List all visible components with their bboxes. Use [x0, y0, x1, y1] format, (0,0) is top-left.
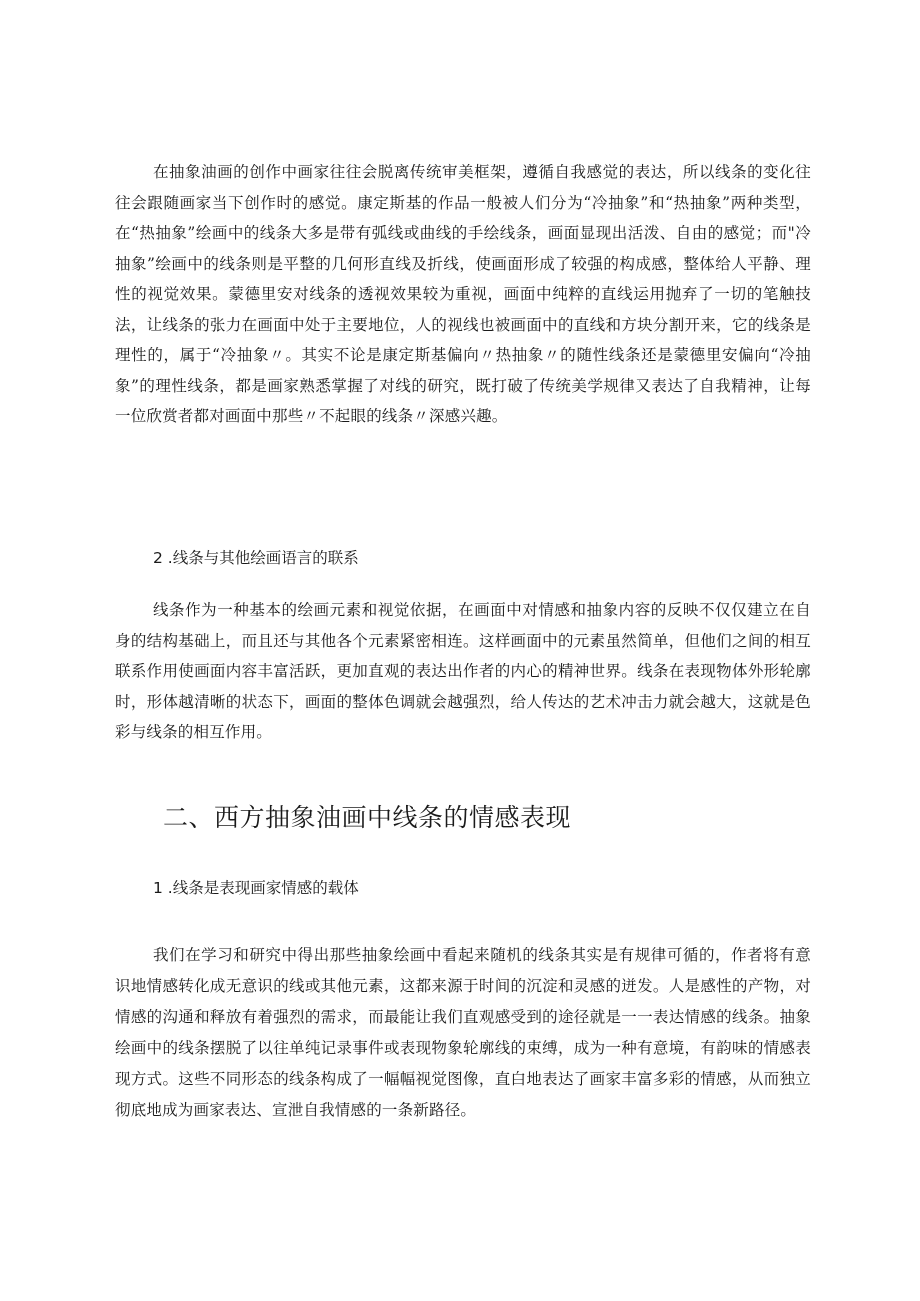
- body-paragraph-emotion-lines: 我们在学习和研究中得出那些抽象绘画中看起来随机的线条其实是有规律可循的，作者将有意识地情感转化成无意识的线或其他元素，这都来源于时间的沉淀和灵感的迸发。人是感性的产物，对情感的沟通和释放有着强烈的需求，而最能让我们直观感受到的途径就是一一表达情感的线条。抽象绘画中的线条摆脱了以往单纯记录事件或表现物象轮廓线的束缚，成为一种有意境，有韵味的情感表现方式。这些不同形态的线条构成了一幅幅视觉图像，直白地表达了画家丰富多彩的情感，从而独立彻底地成为画家表达、宣泄自我情感的一条新路径。: [115, 946, 811, 1119]
- body-paragraph-line-relations: 线条作为一种基本的绘画元素和视觉依据，在画面中对情感和抽象内容的反映不仅仅建立在自身的结构基础上，而且还与其他各个元素紧密相连。这样画面中的元素虽然简单，但他们之间的相互联系作用使画面内容丰富活跃，更加直观的表达出作者的内心的精神世界。线条在表现物体外形轮廓时，形体越清晰的状态下，画面的整体色调就会越强烈，给人传达的艺术冲击力就会越大，这就是色彩与线条的相互作用。: [115, 601, 811, 741]
- subheading-line-and-other-languages: 2 .线条与其他绘画语言的联系: [153, 549, 359, 567]
- body-paragraph-kandinsky-mondrian: 在抽象油画的创作中画家往往会脱离传统审美框架，遵循自我感觉的表达，所以线条的变化往往会跟随画家当下创作时的感觉。康定斯基的作品一般被人们分为“冷抽象”和“热抽象”两种类型，在“热抽象”绘画中的线条大多是带有弧线或曲线的手绘线条，画面显现出活泼、自由的感觉；而"冷抽象”绘画中的线条则是平整的几何形直线及折线，使画面形成了较强的构成感，整体给人平静、理性的视觉效果。蒙德里安对线条的透视效果较为重视，画面中纯粹的直线运用抛弃了一切的笔触技法，让线条的张力在画面中处于主要地位，人的视线也被画面中的直线和方块分割开来，它的线条是理性的，属于“冷抽象〃。其实不论是康定斯基偏向〃热抽象〃的随性线条还是蒙德里安偏向“冷抽象”的理性线条，都是画家熟悉掌握了对线的研究，既打破了传统美学规律又表达了自我精神，让每一位欣赏者都对画面中那些〃不起眼的线条〃深感兴趣。: [115, 163, 811, 425]
- subheading-line-as-carrier: 1 .线条是表现画家情感的载体: [153, 879, 359, 897]
- section-heading-emotional-expression: 二、西方抽象油画中线条的情感表现: [163, 803, 572, 832]
